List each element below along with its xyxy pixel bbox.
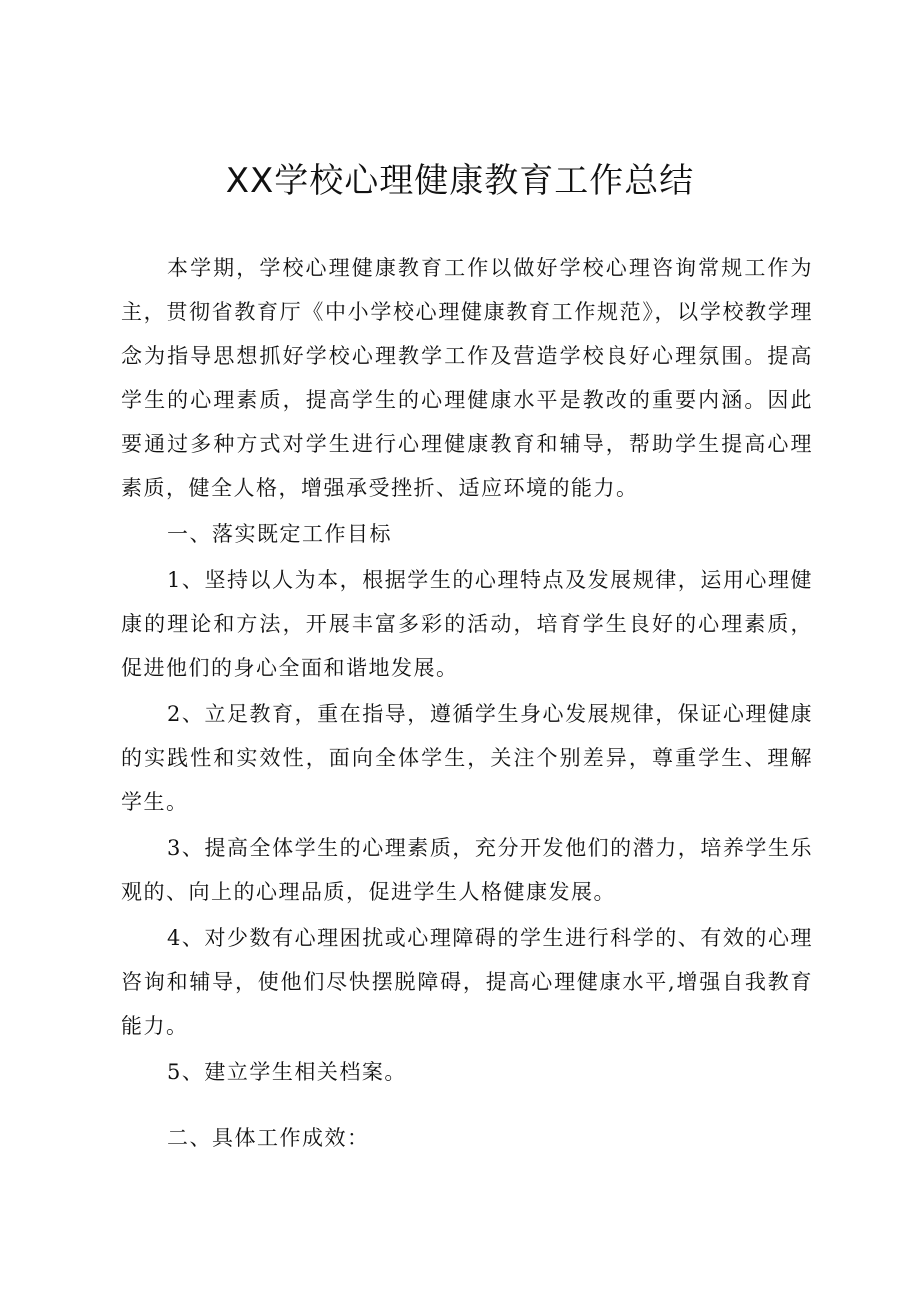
document-title: XX学校心理健康教育工作总结 [225, 161, 695, 201]
document-body [121, 246, 813, 1160]
section-heading-2: 二、具体工作成效： [167, 1126, 370, 1150]
goal-item-2: 2、立足教育，重在指导，遵循学生身心发展规律，保证心理健康的实践性和实效性，面向全体学生，关注个别差异，尊重学生、理解学生。 [121, 702, 813, 814]
goal-item-5: 5、建立学生相关档案。 [167, 1060, 407, 1084]
intro-paragraph: 本学期，学校心理健康教育工作以做好学校心理咨询常规工作为主，贯彻省教育厅《中小学校心理健康教育工作规范》，以学校教学理念为指导思想抓好学校心理教学工作及营造学校良好心理氛围。提高学生的心理素质，提高学生的心理健康水平是教改的重要内涵。因此要通过多种方式对学生进行心理健康教育和辅导，帮助学生提高心理素质，健全人格，增强承受挫折、适应环境的能力。 [121, 256, 813, 500]
goal-item-3: 3、提高全体学生的心理素质，充分开发他们的潜力，培养学生乐观的、向上的心理品质，促进学生人格健康发展。 [121, 836, 813, 904]
goal-item-1: 1、坚持以人为本，根据学生的心理特点及发展规律，运用心理健康的理论和方法，开展丰富多彩的活动，培育学生良好的心理素质，促进他们的身心全面和谐地发展。 [121, 568, 813, 680]
section-heading-1: 一、落实既定工作目标 [167, 522, 392, 546]
goal-item-4: 4、对少数有心理困扰或心理障碍的学生进行科学的、有效的心理咨询和辅导，使他们尽快摆脱障碍，提高心理健康水平,增强自我教育能力。 [121, 926, 813, 1038]
